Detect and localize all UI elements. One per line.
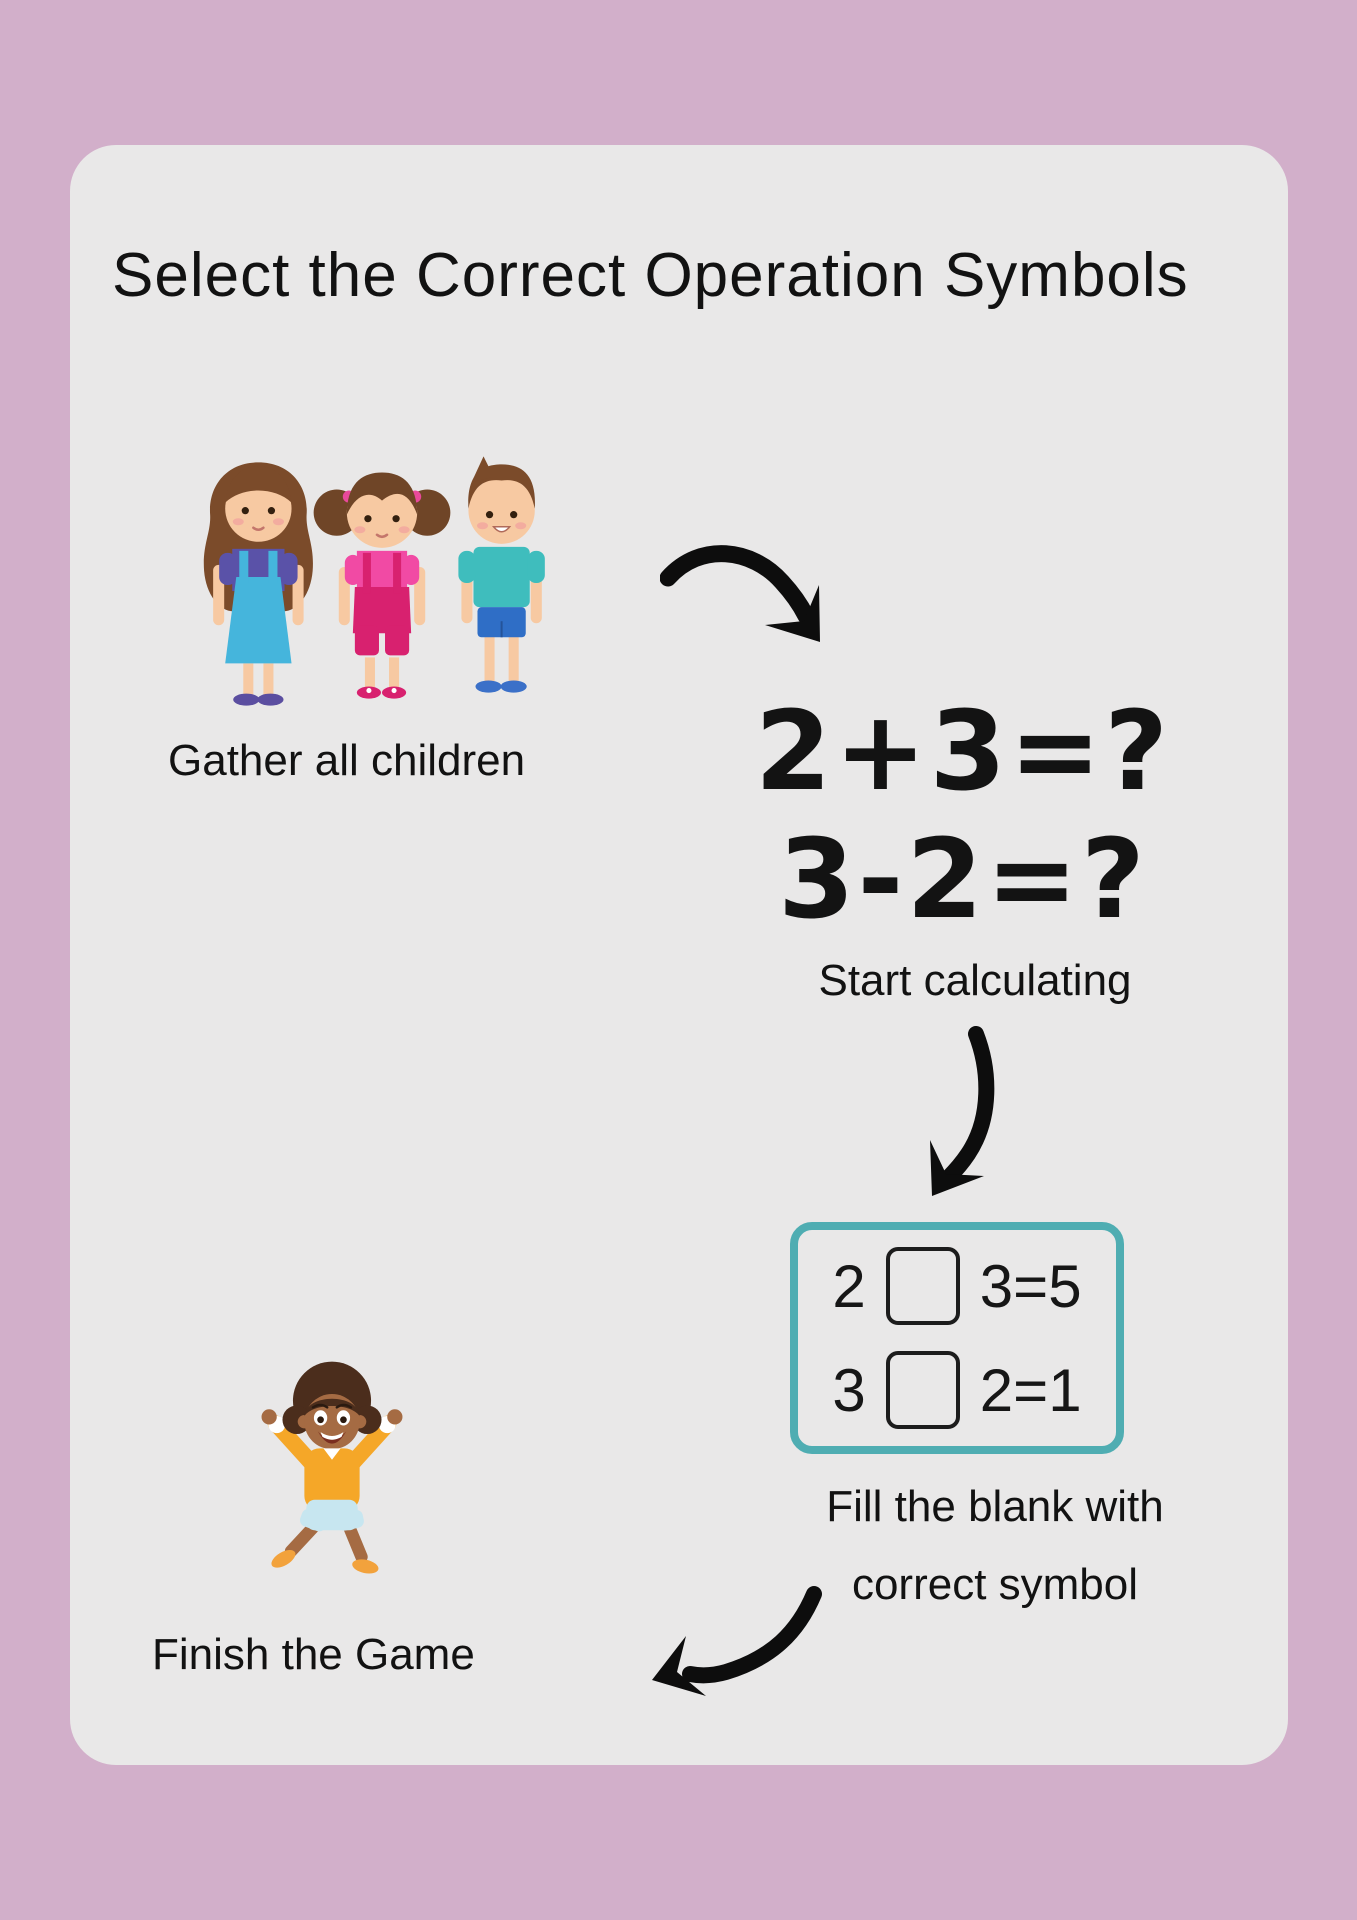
- fill-caption-line-1: Fill the blank with: [826, 1482, 1164, 1531]
- equation-line-2: 3-2=?: [778, 814, 1148, 943]
- finish-caption: Finish the Game: [152, 1630, 475, 1679]
- row1-right-expression: 3=5: [979, 1252, 1082, 1320]
- page-title: Select the Correct Operation Symbols: [112, 241, 1189, 310]
- fill-caption-line-2: correct symbol: [851, 1560, 1139, 1610]
- answer-row-2: [832, 1351, 1081, 1429]
- gather-caption: Gather all children: [168, 736, 526, 785]
- curved-arrow-left-icon: [642, 1584, 827, 1706]
- happy-child-illustration: [232, 1360, 432, 1590]
- equation-line-1: 2+3=?: [754, 687, 1172, 815]
- three-children-illustration: [186, 428, 578, 730]
- equations-block: [713, 688, 1213, 943]
- start-caption: Start calculating: [818, 956, 1132, 1005]
- row2-left-operand: 3: [832, 1356, 866, 1424]
- row2-right-expression: 2=1: [979, 1356, 1082, 1424]
- answer-box: [790, 1222, 1124, 1454]
- row1-blank-symbol-input[interactable]: [886, 1247, 960, 1325]
- answer-row-1: [832, 1247, 1081, 1325]
- row1-left-operand: 2: [832, 1252, 866, 1320]
- curved-arrow-down-left-icon: [916, 1026, 996, 1214]
- row2-blank-symbol-input[interactable]: [886, 1351, 960, 1429]
- curved-arrow-down-right-icon: [660, 538, 835, 653]
